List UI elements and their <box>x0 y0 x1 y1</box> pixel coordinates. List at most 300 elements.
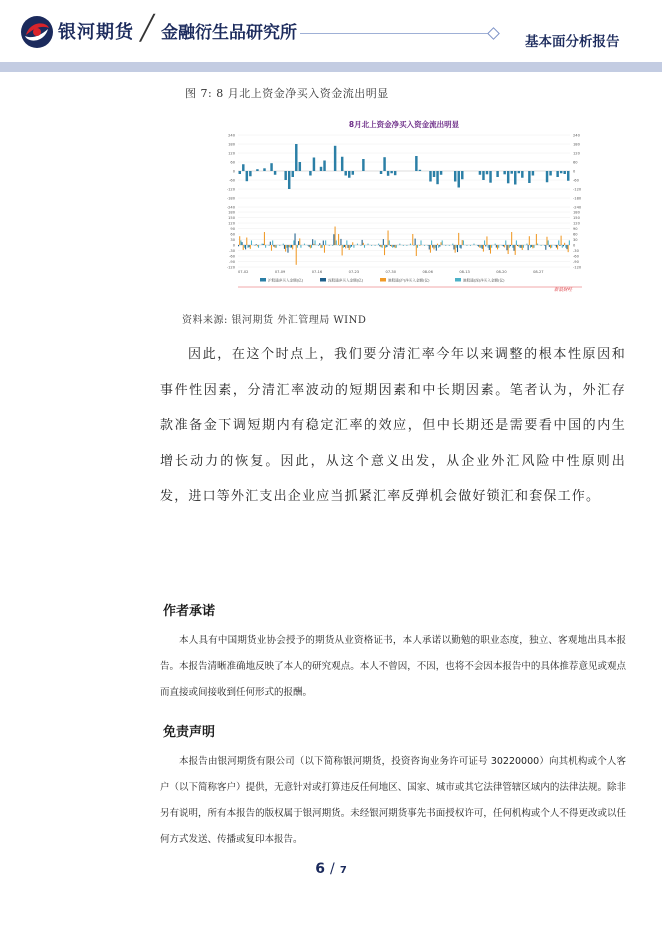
lower-tick-label-left: 120 <box>228 221 235 226</box>
lower-bar <box>478 245 479 247</box>
lower-bar <box>291 245 292 248</box>
lower-bar <box>511 232 512 245</box>
lower-bar <box>353 245 354 248</box>
upper-tick-label-right: 120 <box>573 151 580 156</box>
upper-tick-label-right: 240 <box>573 133 580 138</box>
lower-bar <box>385 245 386 248</box>
upper-bar <box>263 168 265 171</box>
disclaimer-text: 本报告由银河期货有限公司（以下简称银河期货，投资咨询业务许可证号 30220000）向其机构或个人客户（以下简称客户）提供，无意针对或打算违反任何地区、国家、城市或其它法律管辖区域内的法律法规。除非另有说明，所有本报告的版权属于银河期货。未经银河期货事先书面授权许可，任何机构或个人不得更改或以任何方式发送、传播或复印本报告。 <box>160 756 626 845</box>
chart-title: 8月北上资金净买入资金流出明显 <box>348 120 460 129</box>
lower-bar <box>518 245 519 247</box>
header-slash-divider: ╱ <box>140 14 155 42</box>
lower-bar <box>497 245 498 249</box>
header-band <box>0 62 662 72</box>
lower-bar <box>263 244 264 245</box>
legend-label: 深股通净买入金额(亿) <box>328 278 364 283</box>
lower-bar <box>484 240 485 245</box>
report-type-label: 基本面分析报告 <box>525 34 620 50</box>
upper-panel-bars <box>239 144 570 189</box>
upper-bar <box>320 167 322 171</box>
lower-bar <box>522 245 523 250</box>
upper-bar <box>362 159 364 171</box>
lower-bar <box>271 245 272 251</box>
galaxy-futures-logo <box>20 15 54 49</box>
lower-bar <box>296 245 297 265</box>
lower-tick-label-right: 150 <box>573 216 580 220</box>
lower-bar <box>433 245 434 249</box>
upper-tick-label-left: -240 <box>226 205 235 210</box>
lower-bar <box>457 245 458 252</box>
lower-bar <box>389 240 390 245</box>
lower-bar <box>523 245 524 248</box>
upper-tick-label-left: -180 <box>226 196 235 201</box>
lower-bar <box>437 244 438 245</box>
lower-tick-label-right: -90 <box>573 260 579 264</box>
lower-bar <box>551 245 552 248</box>
lower-bar <box>455 245 456 253</box>
upper-bar <box>242 164 244 171</box>
x-tick-label: 07-02 <box>238 270 249 274</box>
lower-bar <box>258 245 259 248</box>
x-tick-label: 08-06 <box>422 270 433 274</box>
upper-bar <box>489 171 491 183</box>
lower-bar <box>517 245 518 246</box>
lower-bar <box>461 245 462 249</box>
x-axis-labels <box>238 270 544 274</box>
upper-bar <box>383 157 385 171</box>
lower-tick-label-left: 0 <box>232 243 235 248</box>
lower-bar <box>244 245 245 248</box>
figure-source: 资料来源: 银河期货 外汇管理局 WIND <box>182 315 367 326</box>
lower-bar <box>270 242 271 245</box>
lower-bar <box>323 241 324 245</box>
lower-bar <box>360 245 361 246</box>
lower-bar <box>362 240 363 245</box>
lower-bar <box>332 245 333 246</box>
x-tick-label: 07-23 <box>348 270 360 274</box>
lower-bar <box>403 245 404 246</box>
lower-bar <box>546 237 547 245</box>
lower-bar <box>284 245 285 249</box>
lower-bar <box>364 245 365 248</box>
lower-bar <box>392 245 393 248</box>
lower-bar <box>297 245 298 248</box>
lower-tick-label-left: -60 <box>229 254 235 259</box>
upper-tick-label-right: 180 <box>573 142 580 147</box>
lower-bar <box>390 245 391 246</box>
lower-bar <box>295 233 296 245</box>
lower-bar <box>324 245 325 253</box>
lower-bar <box>396 245 397 248</box>
lower-bar <box>420 240 421 245</box>
lower-bar <box>566 245 567 249</box>
lower-tick-label-left: -30 <box>229 249 235 253</box>
lower-bar <box>424 245 425 246</box>
lower-tick-label-right: 60 <box>573 232 578 237</box>
lower-bar <box>310 245 311 248</box>
lower-bar <box>378 244 379 245</box>
upper-tick-label-right: -240 <box>573 205 582 210</box>
upper-bar <box>274 171 276 175</box>
lower-bar <box>561 236 562 245</box>
page-total: 7 <box>339 865 347 876</box>
upper-bar <box>419 170 421 171</box>
lower-bar <box>240 240 241 245</box>
upper-bar <box>461 171 463 179</box>
page-separator: / <box>330 861 335 877</box>
upper-bar <box>556 171 558 177</box>
upper-bar <box>249 171 251 176</box>
legend-swatch <box>455 278 461 282</box>
lower-bar <box>243 245 244 250</box>
lower-bar <box>504 245 505 247</box>
upper-bar <box>270 163 272 171</box>
lower-bar <box>413 245 414 246</box>
lower-bar <box>485 245 486 246</box>
lower-bar <box>529 236 530 245</box>
lower-bar <box>350 245 351 248</box>
lower-bar <box>436 245 437 251</box>
brand-name: 银河期货 <box>58 22 134 43</box>
lower-bar <box>276 245 277 248</box>
lower-bar <box>419 245 420 246</box>
lower-bar <box>453 245 454 249</box>
lower-bar <box>307 245 308 246</box>
lower-bar <box>531 245 532 247</box>
lower-bar <box>519 245 520 248</box>
header-rule <box>300 33 492 34</box>
lower-bar <box>439 245 440 247</box>
upper-bar <box>313 158 315 172</box>
lower-tick-label-right: 90 <box>573 227 578 231</box>
lower-bar <box>383 239 384 245</box>
lower-bar <box>382 245 383 248</box>
lower-bar <box>352 242 353 245</box>
page-current: 6 <box>315 861 325 877</box>
upper-bar <box>292 171 294 177</box>
lower-bar <box>569 240 570 245</box>
lower-bar <box>338 234 339 245</box>
lower-bar <box>393 245 394 247</box>
lower-bar <box>265 245 266 248</box>
lower-bar <box>449 245 450 246</box>
lower-bar <box>287 245 288 253</box>
lower-tick-label-left: 30 <box>230 238 235 242</box>
upper-bar <box>284 171 286 180</box>
lower-bar <box>555 245 556 246</box>
lower-bar <box>345 245 346 248</box>
author-pledge-title: 作者承诺 <box>163 604 216 619</box>
lower-bar <box>498 245 499 248</box>
lower-bar <box>550 245 551 248</box>
lower-bar <box>242 242 243 245</box>
lower-bar <box>318 245 319 246</box>
lower-bar <box>513 245 514 251</box>
lower-bar <box>336 240 337 245</box>
lower-bar <box>452 244 453 245</box>
lower-bar <box>530 245 531 248</box>
lower-bar <box>319 243 320 245</box>
lower-bar <box>384 245 385 255</box>
page-number <box>0 858 662 877</box>
lower-bar <box>406 245 407 246</box>
x-tick-label: 08-13 <box>459 270 470 274</box>
lower-bar <box>417 245 418 248</box>
lower-bar <box>431 240 432 245</box>
lower-panel-bars <box>238 227 570 265</box>
lower-bar <box>537 244 538 245</box>
institute-name: 金融衍生品研究所 <box>161 23 297 43</box>
lower-bar <box>562 245 563 248</box>
lower-tick-label-right: 120 <box>573 221 580 226</box>
lower-bar <box>339 245 340 246</box>
lower-bar <box>351 245 352 247</box>
lower-bar <box>286 245 287 248</box>
lower-bar <box>505 240 506 245</box>
upper-tick-label-right: -120 <box>573 187 582 192</box>
lower-bar <box>463 240 464 245</box>
lower-bar <box>335 227 336 245</box>
lower-bar <box>526 244 527 245</box>
upper-bar <box>387 171 389 176</box>
body-paragraph: 因此，在这个时点上，我们要分清汇率今年以来调整的根本性原因和事件性因素，分清汇率波动的短期因素和中长期因素。笔者认为，外汇存款准备金下调短期内有稳定汇率的效应，但中长期还是需要看中国的内生增长动力的恢复。因此，从这个意义出发，从企业外汇风险中性原则出发，进口等外汇支出企业应当抓紧汇率反弹机会做好锁汇和套保工作。 <box>160 347 626 504</box>
lower-bar <box>375 245 376 246</box>
x-tick-label: 07-09 <box>274 270 286 274</box>
lower-tick-label-left: 90 <box>230 227 235 231</box>
upper-bar <box>295 144 297 171</box>
lower-bar <box>508 245 509 254</box>
lower-bar <box>568 245 569 252</box>
upper-bar <box>560 171 562 173</box>
lower-bar <box>315 240 316 245</box>
upper-bar <box>440 171 442 175</box>
lower-tick-label-left: -90 <box>229 260 235 264</box>
lower-bar <box>272 240 273 245</box>
lower-bar <box>371 245 372 246</box>
lower-tick-label-left: 60 <box>230 232 235 237</box>
lower-bar <box>380 245 381 247</box>
lower-bar <box>238 245 239 246</box>
lower-bar <box>251 240 252 245</box>
lower-bar <box>349 245 350 250</box>
lower-bar <box>262 244 263 245</box>
legend-label: 港股通(沪)净买入金额(亿) <box>388 278 430 283</box>
upper-bar <box>239 171 241 174</box>
lower-bar <box>473 244 474 245</box>
lower-bar <box>515 245 516 255</box>
lower-bar <box>506 245 507 250</box>
upper-bar <box>528 171 530 183</box>
lower-bar <box>333 234 334 245</box>
lower-bar <box>313 244 314 245</box>
lower-tick-label-left: -120 <box>226 265 235 270</box>
upper-bar <box>458 171 460 188</box>
upper-bar <box>390 171 392 173</box>
upper-tick-label-left: 0 <box>232 169 235 174</box>
lower-bar <box>510 245 511 246</box>
legend-swatch <box>320 278 326 282</box>
lower-bar <box>346 240 347 245</box>
lower-bar <box>274 245 275 248</box>
lower-bar <box>534 245 535 248</box>
lower-bar <box>536 234 537 245</box>
lower-bar <box>435 245 436 248</box>
lower-bar <box>483 245 484 252</box>
lower-bar <box>309 245 310 247</box>
lower-tick-label-right: -120 <box>573 265 582 270</box>
lower-tick-label-right: 30 <box>573 238 578 242</box>
lower-bar <box>532 245 533 248</box>
upper-bar <box>415 156 417 171</box>
lower-tick-label-left: 180 <box>228 210 235 215</box>
upper-bar <box>429 171 431 182</box>
lower-bar <box>541 245 542 246</box>
upper-tick-label-right: 0 <box>573 169 576 174</box>
lower-bar <box>292 245 293 249</box>
author-pledge-text: 本人具有中国期货业协会授予的期货从业资格证书，本人承诺以勤勉的职业态度，独立、客观地出具本报告。本报告清晰准确地反映了本人的研究观点。本人不曾因，不因，也将不会因本报告中的具体推荐意见或观点而直接或间接收到任何形式的报酬。 <box>160 635 626 698</box>
lower-bar <box>254 245 255 246</box>
upper-bar <box>567 171 569 181</box>
upper-bar <box>454 171 456 182</box>
upper-bar <box>436 171 438 184</box>
lower-bar <box>496 245 497 248</box>
upper-tick-label-left: -60 <box>229 178 235 183</box>
lower-bar <box>379 245 380 246</box>
upper-bar <box>246 171 248 181</box>
lower-bar <box>395 245 396 248</box>
lower-bar <box>563 245 564 246</box>
upper-bar <box>323 161 325 172</box>
lower-bar <box>456 245 457 248</box>
lower-bar <box>347 245 348 248</box>
lower-bar <box>412 234 413 245</box>
x-tick-label: 07-16 <box>311 270 323 274</box>
upper-bar <box>479 171 481 175</box>
x-tick-label: 08-27 <box>533 270 544 274</box>
lower-bar <box>521 245 522 248</box>
upper-tick-label-right: -60 <box>573 178 579 183</box>
x-tick-label: 07-30 <box>385 270 397 274</box>
lower-bar <box>340 239 341 245</box>
upper-tick-label-left: 240 <box>228 133 235 138</box>
lower-bar <box>509 245 510 248</box>
lower-bar <box>247 245 248 248</box>
lower-bar <box>442 240 443 245</box>
page-header <box>0 0 662 62</box>
legend-label: 港股通(深)净买入金额(亿) <box>463 278 505 283</box>
lower-bar <box>491 245 492 248</box>
lower-bar <box>503 245 504 246</box>
lower-bar <box>548 240 549 245</box>
lower-bar <box>285 245 286 252</box>
lower-tick-label-right: -30 <box>573 249 579 253</box>
upper-bar <box>563 171 565 174</box>
lower-bar <box>430 245 431 253</box>
upper-tick-label-right: 60 <box>573 160 578 165</box>
lower-bar <box>246 238 247 245</box>
lower-bar <box>399 244 400 245</box>
upper-bar <box>341 157 343 171</box>
lower-bar <box>289 245 290 247</box>
lower-bar <box>549 245 550 247</box>
upper-tick-label-left: 120 <box>228 151 235 156</box>
upper-bar <box>521 171 523 178</box>
lower-bar <box>481 245 482 248</box>
upper-bar <box>496 171 498 177</box>
legend-swatch <box>380 278 386 282</box>
upper-bar <box>344 171 346 176</box>
upper-bar <box>510 171 512 174</box>
upper-bar <box>334 146 336 171</box>
lower-bar <box>479 245 480 248</box>
lower-tick-label-right: 0 <box>573 243 576 248</box>
lower-bar <box>477 245 478 246</box>
lower-bar <box>357 244 358 245</box>
header-diamond-ornament <box>487 27 500 40</box>
lower-bar <box>368 244 369 245</box>
legend-label: 沪股通净买入金额(亿) <box>268 278 304 283</box>
lower-bar <box>490 245 491 254</box>
lower-bar <box>559 245 560 246</box>
legend-swatch <box>260 278 266 282</box>
lower-bar <box>556 245 557 248</box>
lower-bar <box>239 236 240 245</box>
upper-bar <box>299 162 301 171</box>
upper-bar <box>549 171 551 176</box>
lower-bar <box>363 243 364 245</box>
upper-tick-label-right: -180 <box>573 196 582 201</box>
chart-watermark: 新浪财经 <box>554 288 572 293</box>
lower-bar <box>502 245 503 246</box>
lower-bar <box>279 245 280 246</box>
lower-bar <box>320 245 321 248</box>
lower-bar <box>429 245 430 249</box>
lower-bar <box>264 232 265 245</box>
lower-bar <box>432 245 433 248</box>
upper-bar <box>507 171 509 183</box>
upper-bar <box>309 171 311 176</box>
upper-bar <box>532 171 534 176</box>
lower-bar <box>558 240 559 245</box>
lower-bar <box>249 245 250 247</box>
upper-bar <box>352 171 354 175</box>
lower-bar <box>440 242 441 245</box>
upper-bar <box>288 171 290 189</box>
lower-tick-label-right: 180 <box>573 210 580 215</box>
lower-bar <box>322 245 323 248</box>
lower-bar <box>495 244 496 245</box>
lower-bar <box>269 245 270 246</box>
lower-bar <box>391 245 392 247</box>
lower-bar <box>329 245 330 246</box>
lower-bar <box>300 245 301 248</box>
upper-bar <box>348 171 350 178</box>
lower-bar <box>564 243 565 245</box>
lower-bar <box>410 244 411 245</box>
lower-bar <box>343 245 344 248</box>
upper-bar <box>546 171 548 182</box>
lower-bar <box>445 245 446 246</box>
lower-bar <box>545 245 546 250</box>
lower-bar <box>462 240 463 245</box>
lower-bar <box>311 245 312 248</box>
lower-bar <box>290 245 291 248</box>
lower-panel-grid <box>227 211 582 270</box>
lower-bar <box>438 245 439 248</box>
northbound-flow-chart <box>220 115 588 293</box>
upper-bar <box>486 171 488 174</box>
lower-bar <box>250 245 251 249</box>
